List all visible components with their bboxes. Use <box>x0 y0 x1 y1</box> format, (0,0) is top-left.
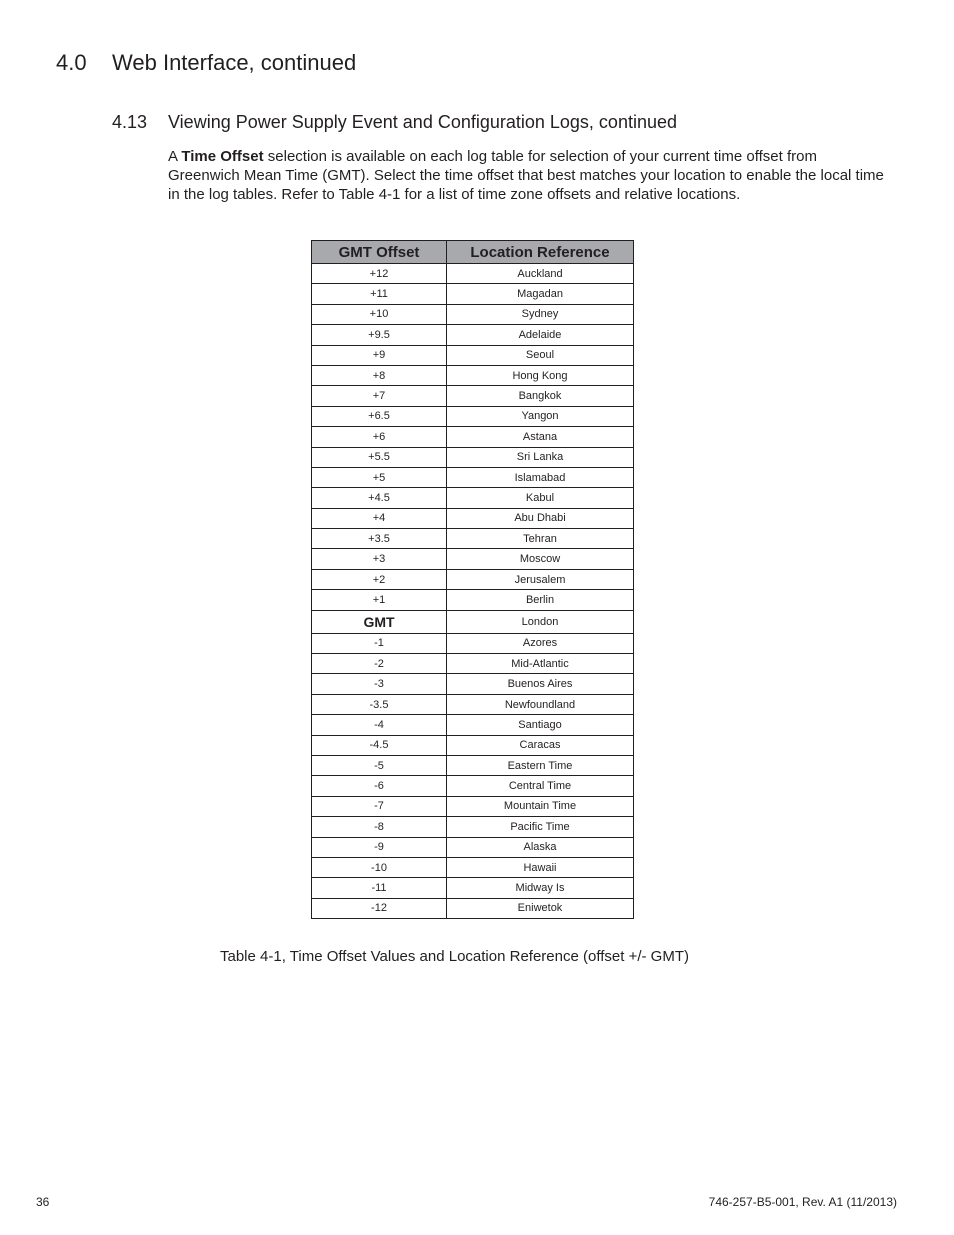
subsection-title-text: Viewing Power Supply Event and Configuration Logs, continued <box>168 112 678 132</box>
gmt-offset-cell: -5 <box>312 755 447 775</box>
location-cell: Kabul <box>447 488 634 508</box>
gmt-offset-cell: +6.5 <box>312 406 447 426</box>
table-body <box>312 264 634 919</box>
table-row <box>312 386 634 406</box>
location-cell: Eniwetok <box>447 898 634 918</box>
table-row <box>312 817 634 837</box>
gmt-offset-cell: +1 <box>312 590 447 610</box>
location-cell: Mid-Atlantic <box>447 654 634 674</box>
gmt-offset-cell: -11 <box>312 878 447 898</box>
location-cell: Pacific Time <box>447 817 634 837</box>
location-cell: Sri Lanka <box>447 447 634 467</box>
gmt-offset-cell: +11 <box>312 284 447 304</box>
location-cell: Alaska <box>447 837 634 857</box>
time-offset-table <box>311 240 634 919</box>
gmt-offset-cell: +8 <box>312 365 447 385</box>
gmt-offset-cell: -10 <box>312 857 447 877</box>
location-cell: Adelaide <box>447 325 634 345</box>
gmt-offset-cell: -9 <box>312 837 447 857</box>
table-row <box>312 755 634 775</box>
location-cell: Auckland <box>447 264 634 284</box>
gmt-offset-cell: -3 <box>312 674 447 694</box>
table-row <box>312 427 634 447</box>
table-row <box>312 796 634 816</box>
gmt-offset-cell: -3.5 <box>312 694 447 714</box>
table-row <box>312 674 634 694</box>
location-cell: Abu Dhabi <box>447 508 634 528</box>
gmt-offset-cell: -2 <box>312 654 447 674</box>
gmt-offset-cell: -7 <box>312 796 447 816</box>
intro-prefix: A <box>168 148 182 165</box>
table-row <box>312 264 634 284</box>
location-cell: Mountain Time <box>447 796 634 816</box>
gmt-offset-cell: +12 <box>312 264 447 284</box>
location-cell: Seoul <box>447 345 634 365</box>
gmt-offset-cell: -4.5 <box>312 735 447 755</box>
table-row <box>312 529 634 549</box>
gmt-offset-cell: +4 <box>312 508 447 528</box>
gmt-offset-cell: +9.5 <box>312 325 447 345</box>
table-caption: Table 4-1, Time Offset Values and Location Reference (offset +/- GMT) <box>220 948 689 965</box>
location-cell: Azores <box>447 633 634 653</box>
intro-text: selection is available on each log table for selection of your current time offset from Greenwich Mean Time (GMT). Select the time offset that best matches your location to enable the local time in the log tables. Refer to Table 4-1 for a list of time zone offsets and relative locations. <box>168 148 884 203</box>
location-cell: Hawaii <box>447 857 634 877</box>
table-row <box>312 447 634 467</box>
table-row <box>312 488 634 508</box>
table-row <box>312 694 634 714</box>
location-cell: Moscow <box>447 549 634 569</box>
table-row <box>312 878 634 898</box>
gmt-offset-cell: +5 <box>312 467 447 487</box>
gmt-offset-cell: -12 <box>312 898 447 918</box>
location-cell: Bangkok <box>447 386 634 406</box>
location-cell: Hong Kong <box>447 365 634 385</box>
table-row <box>312 549 634 569</box>
gmt-offset-cell: GMT <box>312 610 447 633</box>
document-id: 746-257-B5-001, Rev. A1 (11/2013) <box>708 1195 897 1209</box>
location-cell: Caracas <box>447 735 634 755</box>
gmt-offset-cell: -4 <box>312 715 447 735</box>
gmt-offset-cell: +3.5 <box>312 529 447 549</box>
subsection-number: 4.13 <box>112 112 148 132</box>
table-row <box>312 345 634 365</box>
header-gmt-offset: GMT Offset <box>312 241 447 264</box>
table-row <box>312 284 634 304</box>
section-title-text: Web Interface, continued <box>112 50 357 75</box>
location-cell: London <box>447 610 634 633</box>
location-cell: Tehran <box>447 529 634 549</box>
gmt-offset-cell: +4.5 <box>312 488 447 508</box>
location-cell: Astana <box>447 427 634 447</box>
gmt-offset-cell: +3 <box>312 549 447 569</box>
table-row <box>312 898 634 918</box>
table-row <box>312 569 634 589</box>
intro-emphasis: Time Offset <box>181 148 264 165</box>
table-row <box>312 857 634 877</box>
location-cell: Santiago <box>447 715 634 735</box>
location-cell: Magadan <box>447 284 634 304</box>
location-cell: Midway Is <box>447 878 634 898</box>
location-cell: Buenos Aires <box>447 674 634 694</box>
location-cell: Central Time <box>447 776 634 796</box>
location-cell: Islamabad <box>447 467 634 487</box>
table-row <box>312 776 634 796</box>
intro-paragraph <box>168 147 888 204</box>
page-number: 36 <box>36 1195 50 1209</box>
table-row <box>312 365 634 385</box>
subsection-title <box>112 112 677 133</box>
table-row <box>312 633 634 653</box>
location-cell: Jerusalem <box>447 569 634 589</box>
table-row <box>312 610 634 633</box>
gmt-offset-cell: +2 <box>312 569 447 589</box>
location-cell: Sydney <box>447 304 634 324</box>
table-row <box>312 837 634 857</box>
table-row <box>312 654 634 674</box>
header-location-reference: Location Reference <box>447 241 634 264</box>
location-cell: Berlin <box>447 590 634 610</box>
table-row <box>312 325 634 345</box>
table-header-row <box>312 241 634 264</box>
location-cell: Eastern Time <box>447 755 634 775</box>
location-cell: Newfoundland <box>447 694 634 714</box>
table-row <box>312 735 634 755</box>
gmt-offset-cell: +5.5 <box>312 447 447 467</box>
table-row <box>312 590 634 610</box>
section-title <box>56 50 356 76</box>
section-number: 4.0 <box>56 50 87 75</box>
table-row <box>312 715 634 735</box>
gmt-offset-cell: +9 <box>312 345 447 365</box>
table-row <box>312 508 634 528</box>
table-row <box>312 467 634 487</box>
gmt-offset-cell: -8 <box>312 817 447 837</box>
gmt-offset-cell: +10 <box>312 304 447 324</box>
location-cell: Yangon <box>447 406 634 426</box>
gmt-offset-cell: +6 <box>312 427 447 447</box>
table-row <box>312 406 634 426</box>
gmt-offset-cell: -6 <box>312 776 447 796</box>
table-row <box>312 304 634 324</box>
gmt-offset-cell: -1 <box>312 633 447 653</box>
gmt-offset-cell: +7 <box>312 386 447 406</box>
